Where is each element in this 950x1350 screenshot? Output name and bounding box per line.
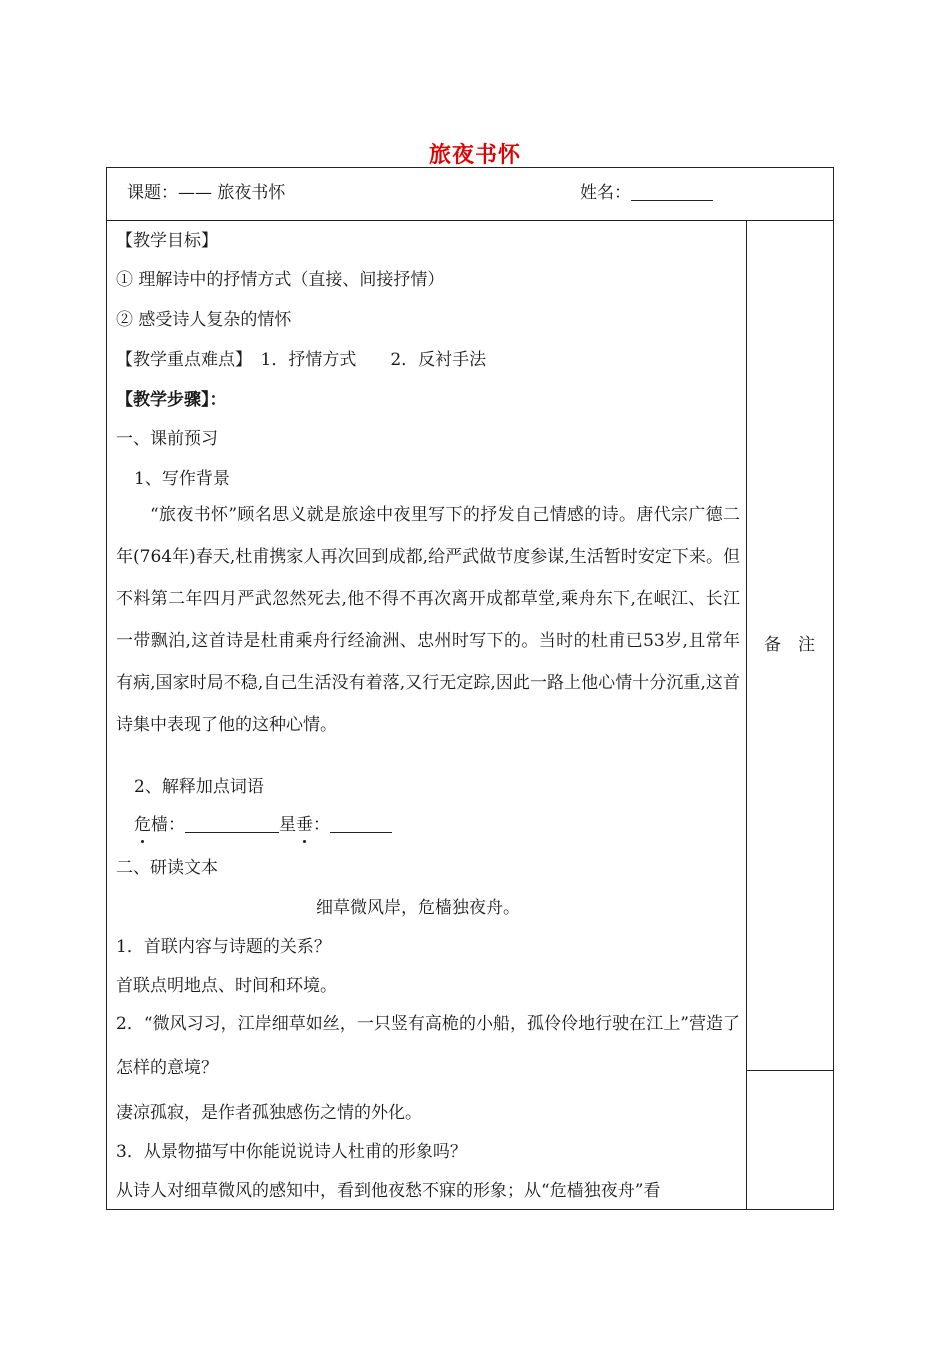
notes-row-divider: [746, 1070, 834, 1071]
section2-heading: 二、研读文本: [116, 858, 218, 878]
dotted-char-2: 垂: [296, 815, 313, 835]
question-1: 1．首联内容与诗题的关系？: [116, 937, 331, 957]
section1-sub1: 1、写作背景: [134, 469, 230, 489]
background-paragraph: “旅夜书怀”顾名思义就是旅途中夜里写下的抒发自己情感的诗。唐代宗广德二年(764年)春天,杜甫携家人再次回到成都,给严武做节度参谋,生活暂时安定下来。但不料第二年四月严武忽然死去,他不得不再次离开成都草堂,乘舟东下,在岷江、长江一带飘泊,这首诗是杜甫乘舟行经渝洲、忠州时写下的。当时的杜甫已53岁,且常年有病,国家时局不稳,自己生活没有着落,又行无定踪,因此一路上他心情十分沉重,这首诗集中表现了他的这种心情。: [116, 505, 740, 735]
question-2: 2．“微风习习，江岸细草如丝，一只竖有高桅的小船，孤伶伶地行驶在江上”营造了怎样的意境？: [116, 1014, 740, 1078]
topic-label: 课题：—— 旅夜书怀: [127, 183, 286, 203]
side-note-label: 备 注: [764, 635, 815, 655]
blank-1[interactable]: [185, 814, 279, 833]
verse-line: 细草微风岸，危樯独夜舟。: [316, 898, 520, 918]
answer-3: 从诗人对细草微风的感知中，看到他夜愁不寐的形象；从“危樯独夜舟”看: [116, 1181, 661, 1201]
section1-sub2: 2、解释加点词语: [134, 777, 264, 797]
header-divider: [106, 220, 834, 221]
question-3: 3．从景物描写中你能说说诗人杜甫的形象吗？: [116, 1142, 467, 1162]
answer-1: 首联点明地点、时间和环境。: [116, 976, 337, 996]
goal-item-2: ② 感受诗人复杂的情怀: [116, 310, 292, 330]
blank-2[interactable]: [330, 814, 392, 833]
steps-heading: 【教学步骤】：: [116, 390, 227, 410]
page-title: 旅夜书怀: [428, 143, 521, 168]
notes-column-divider: [746, 220, 747, 1210]
name-label: 姓名：: [580, 178, 713, 203]
word-exercise: 危樯： 星垂：: [134, 810, 392, 835]
goal-item-1: ① 理解诗中的抒情方式（直接、间接抒情）: [116, 270, 445, 290]
name-blank[interactable]: [631, 182, 713, 201]
answer-2: 凄凉孤寂，是作者孤独感伤之情的外化。: [116, 1103, 422, 1123]
section1-heading: 一、课前预习: [116, 429, 218, 449]
dotted-char-1: 危: [134, 815, 151, 835]
key-points: 【教学重点难点】 1．抒情方式 2．反衬手法: [116, 350, 487, 370]
goals-heading: 【教学目标】: [116, 231, 218, 251]
